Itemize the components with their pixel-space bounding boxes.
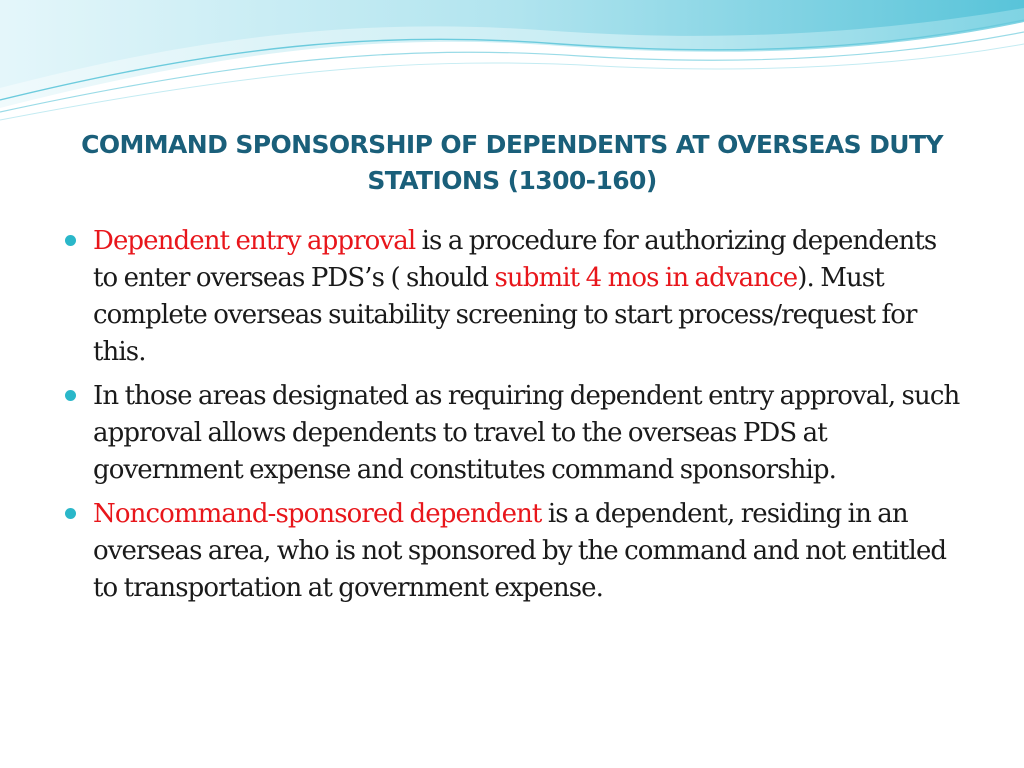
bullet-text: is a dependent, residing in an overseas area, who is not sponsored by the command and not entitled to transportation at government expense. — [93, 499, 947, 603]
slide-title: COMMAND SPONSORSHIP OF DEPENDENTS AT OVERSEAS DUTY STATIONS (1300-160) — [81, 130, 943, 195]
term-dependent-entry-approval: Dependent entry approval — [93, 226, 416, 256]
round-bullet-icon — [65, 390, 76, 401]
bullet-item-noncommand-sponsored — [62, 496, 962, 607]
bullet-list — [62, 223, 962, 614]
bullet-text: ). Must complete overseas suitability screening to start process/request for this. — [93, 263, 917, 367]
bullet-text: In those areas designated as requiring dependent entry approval, such approval allows dependents to travel to the overseas PDS at government expense and constitutes command sponsorship. — [93, 381, 960, 485]
bullet-item-entry-approval-areas — [62, 378, 962, 489]
round-bullet-icon — [65, 235, 76, 246]
bullet-item-dependent-entry-approval — [62, 223, 962, 371]
term-noncommand-sponsored-dependent: Noncommand-sponsored dependent — [93, 499, 542, 529]
bullet-text: is a procedure for authorizing dependents to enter overseas PDS’s ( should — [93, 226, 937, 293]
header-wave-decoration — [0, 0, 1024, 125]
round-bullet-icon — [65, 508, 76, 519]
highlight-submit-advance: submit 4 mos in advance — [494, 263, 798, 293]
